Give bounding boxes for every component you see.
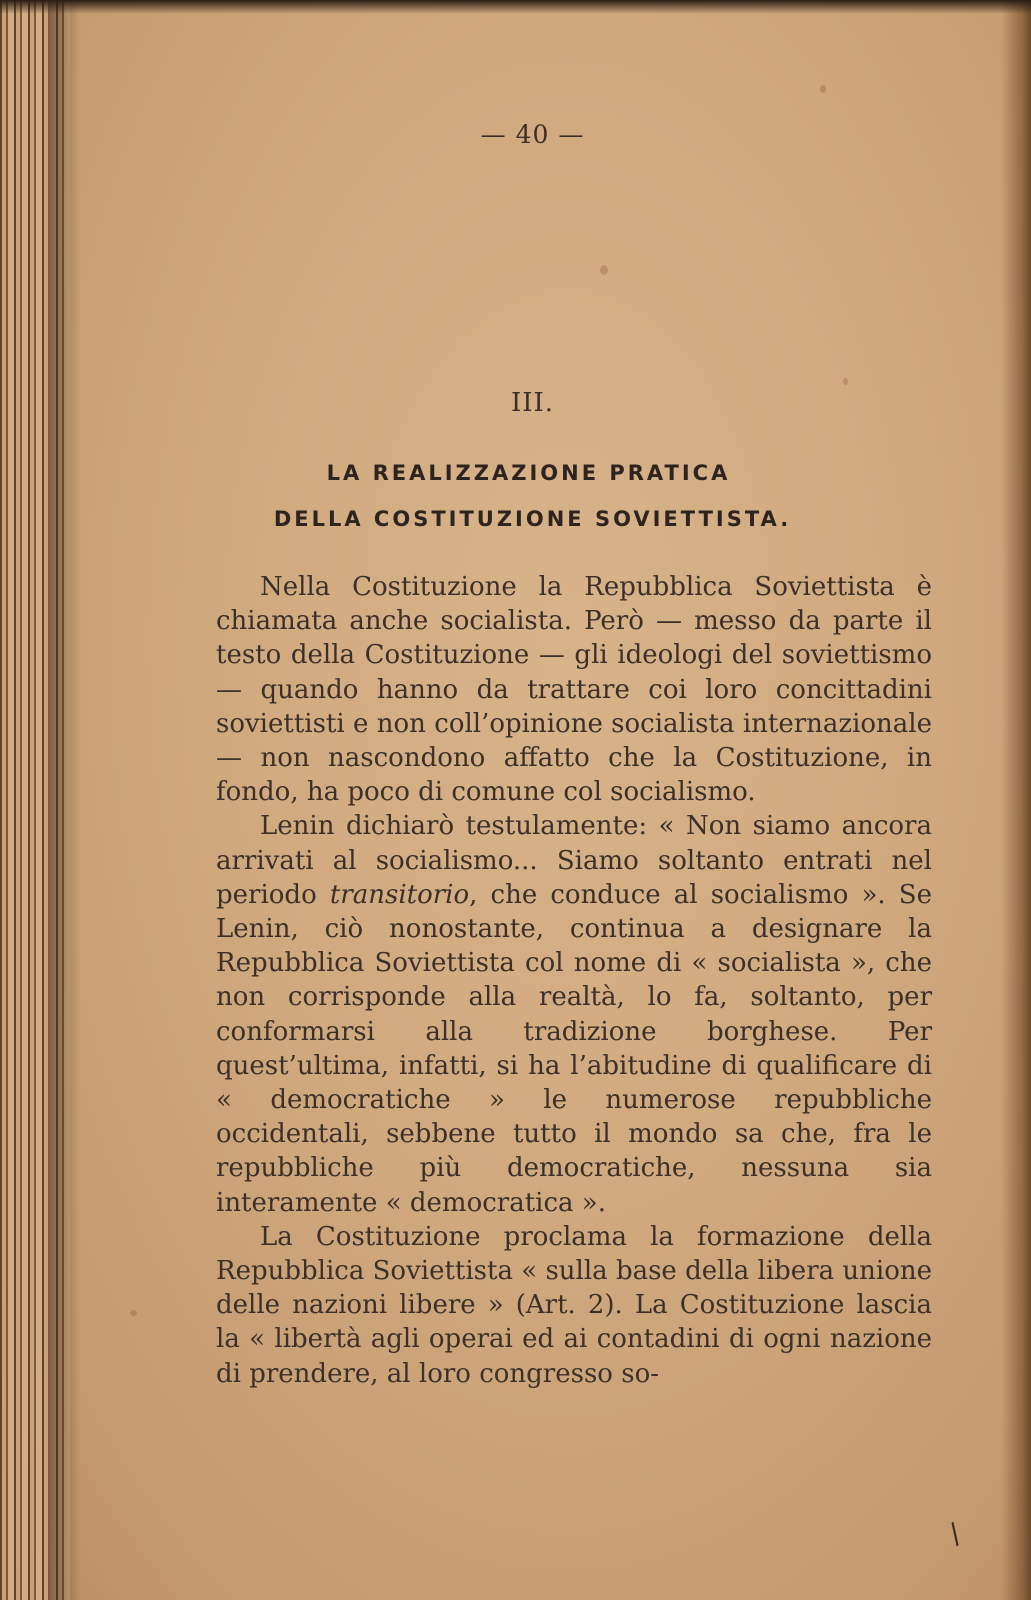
paragraph-3 — [216, 1220, 932, 1391]
right-page-edge — [1001, 0, 1031, 1600]
book-page — [60, 8, 1005, 1596]
paragraph-2-italic-term: transitorio — [329, 879, 470, 910]
chapter-number: III. — [510, 388, 555, 418]
paragraph-2-text-start: Lenin dichiarò testulamente: « Non siamo ancora arrivati al socialismo... Siamo soltanto entrati nel periodo — [216, 811, 932, 910]
paragraph-1 — [216, 570, 932, 809]
body-text — [216, 570, 932, 1391]
paragraph-1-text: Nella Costituzione la Repubblica Soviettista è chiamata anche socialista. Però — messo da parte il testo della Costituzione — gli ideologi del soviettismo — quando hanno da trattare coi loro concittadini soviettisti e non coll’opinione socialista internazionale — non nascondono affatto che la Costituzione, in fondo, ha poco di comune col socialismo. — [216, 572, 932, 808]
chapter-title-line-2: DELLA COSTITUZIONE SOVIETTISTA. — [273, 507, 792, 531]
chapter-title-line-1: LA REALIZZAZIONE PRATICA — [326, 461, 731, 485]
paragraph-2 — [216, 809, 932, 1219]
pencil-mark: / — [941, 1516, 967, 1551]
paragraph-3-text: La Costituzione proclama la formazione della Repubblica Soviettista « sulla base della libera unione delle nazioni libere » (Art. 2). La Costituzione lascia la « libertà agli operai ed ai contadini di ogni nazione di prendere, al loro congresso so- — [216, 1221, 932, 1389]
paragraph-2-text-end: , che conduce al socialismo ». Se Lenin, ciò nonostante, continua a designare la Repubblica Soviettista col nome di « socialista », che non corrisponde alla realtà, lo fa, soltanto, per conformarsi alla tradizione borghese. Per quest’ultima, infatti, si ha l’abitudine di qualificare di « democratiche » le numerose repubbliche occidentali, sebbene tutto il mondo sa che, fra le repubbliche più democratiche, nessuna sia interamente « democratica ». — [216, 879, 932, 1218]
page-number: — 40 — — [480, 120, 585, 149]
